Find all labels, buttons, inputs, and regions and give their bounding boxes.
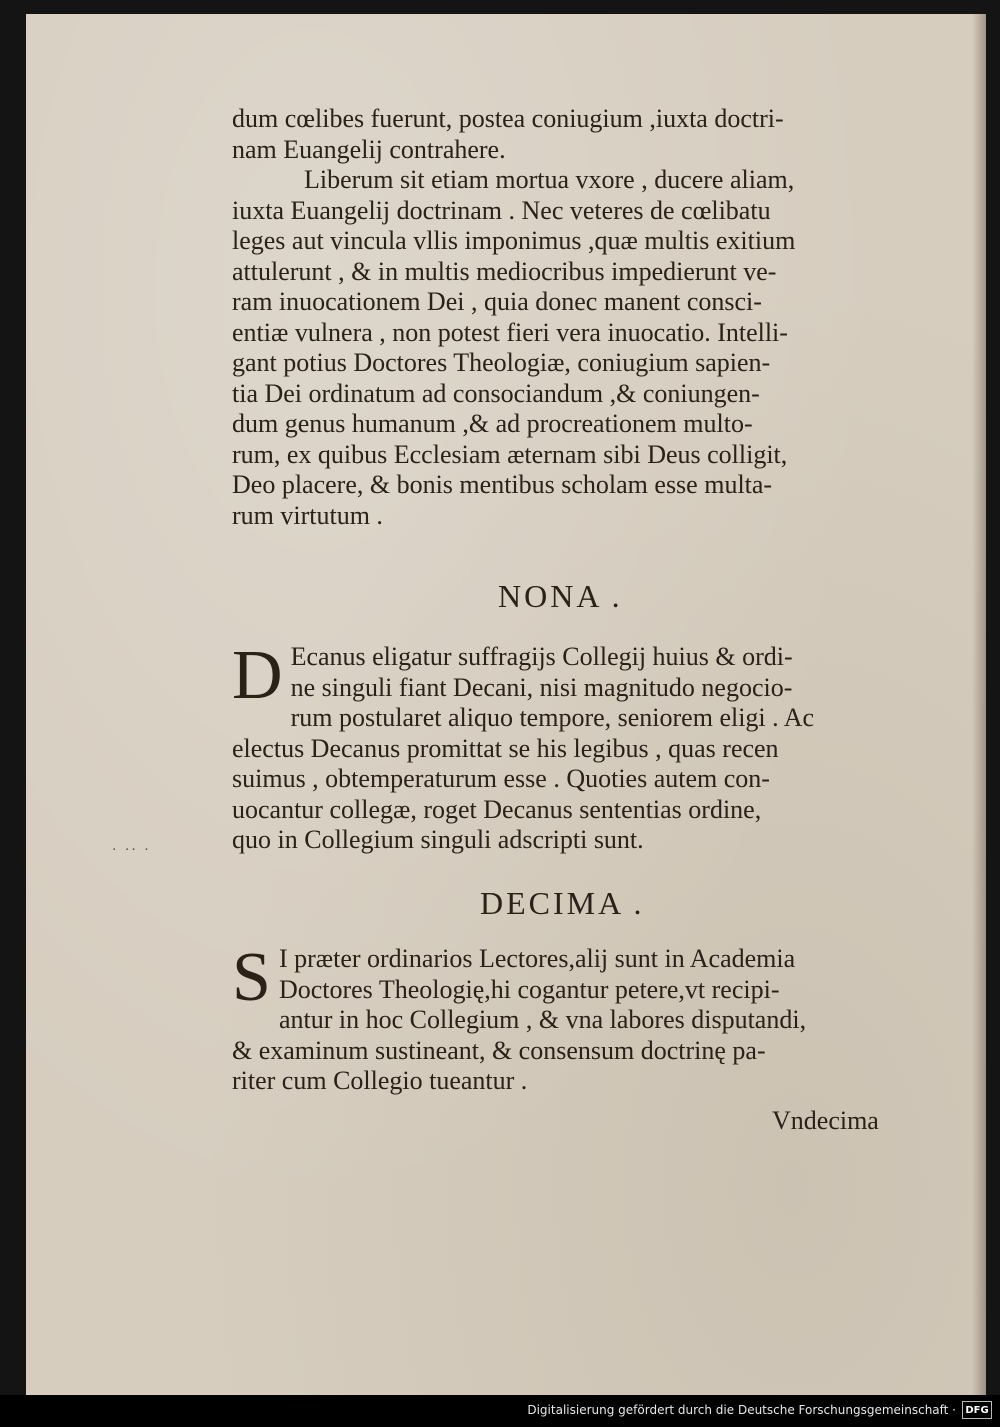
text-line: rum virtutum .	[232, 500, 383, 530]
text-line: Ecanus eligatur suffragijs Collegij huius & ordi-	[290, 642, 793, 671]
text-line: electus Decanus promittat se his legibus , quas recen	[232, 733, 779, 763]
text-line: entiæ vulnera , non potest fieri vera inuocatio. Intelli-	[232, 317, 788, 347]
text-line: I præter ordinarios Lectores,alij sunt in Academia	[278, 944, 796, 973]
dfg-logo: DFG	[962, 1401, 992, 1419]
text-line: suimus , obtemperaturum esse . Quoties autem con-	[232, 764, 770, 793]
text-line: tia Dei ordinatum ad consociandum ,& coniungen-	[232, 378, 760, 408]
text-line: & examinum sustineant, & consensum doctrinę pa-	[232, 1035, 766, 1065]
text-line: dum genus humanum ,& ad procreationem multo-	[232, 409, 753, 438]
text-line: Doctores Theologię,hi cogantur petere,vt recipi-	[278, 974, 780, 1004]
section-heading-decima: DECIMA .	[480, 885, 645, 921]
text-line: riter cum Collegio tueantur .	[232, 1066, 528, 1095]
text-line: iuxta Euangelij doctrinam . Nec veteres de cœlibatu	[232, 195, 771, 225]
text-line: antur in hoc Collegium , & vna labores disputandi,	[278, 1005, 807, 1034]
paragraph-3	[232, 939, 922, 1097]
catchword: Vndecima	[772, 1106, 879, 1135]
text-line: rum postularet aliquo tempore, seniorem eligi . Ac	[290, 703, 815, 732]
drop-cap: D	[232, 637, 283, 714]
text-line: ne singuli fiant Decani, nisi magnitudo negocio-	[290, 672, 793, 702]
section-heading-nona: NONA .	[498, 578, 623, 614]
page-edge-shadow	[972, 14, 986, 1395]
text-line: leges aut vincula vllis imponimus ,quæ multis exitium	[232, 226, 796, 255]
margin-mark: · ·· ·	[112, 842, 151, 858]
text-line: gant potius Doctores Theologiæ, coniugium sapien-	[232, 348, 771, 377]
paragraph-2	[232, 637, 922, 856]
text-line: rum, ex quibus Ecclesiam æternam sibi Deus colligit,	[232, 439, 788, 469]
text-line: uocantur collegæ, roget Decanus sententias ordine,	[232, 794, 762, 824]
text-line: dum cœlibes fuerunt, postea coniugium ,iuxta doctri-	[232, 104, 784, 133]
text-line: ram inuocationem Dei , quia donec manent consci-	[232, 287, 762, 316]
text-line: Deo placere, & bonis mentibus scholam esse multa-	[232, 470, 773, 499]
footer-bar	[0, 1395, 1000, 1427]
funding-credit: Digitalisierung gefördert durch die Deutsche Forschungsgemeinschaft ·	[527, 1403, 956, 1417]
paragraph-1	[232, 104, 922, 531]
drop-cap: S	[232, 939, 271, 1016]
text-line: quo in Collegium singuli adscripti sunt.	[232, 825, 644, 854]
text-line: Liberum sit etiam mortua vxore , ducere aliam,	[304, 165, 795, 194]
text-line: attulerunt , & in multis mediocribus impedierunt ve-	[232, 256, 777, 286]
text-line: nam Euangelij contrahere.	[232, 134, 506, 164]
